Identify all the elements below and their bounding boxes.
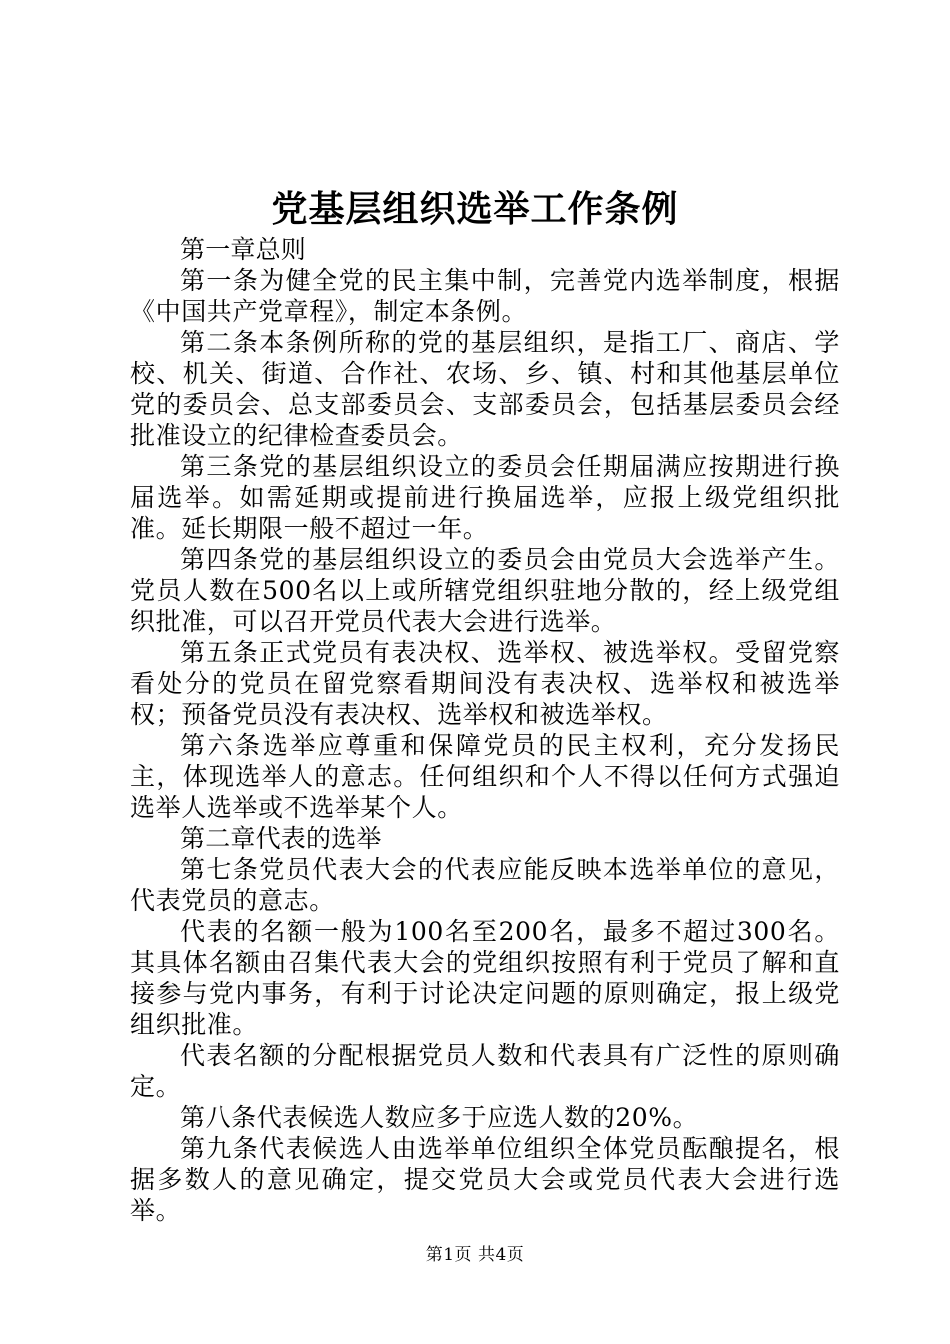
document-title: 党基层组织选举工作条例 bbox=[271, 188, 679, 230]
article-paragraph: 代表名额的分配根据党员人数和代表具有广泛性的原则确定。 bbox=[130, 1041, 840, 1101]
page-footer: 第1页 共4页 bbox=[425, 1245, 525, 1265]
article-paragraph: 第二条本条例所称的党的基层组织，是指工厂、商店、学校、机关、街道、合作社、农场、乡、镇、村和其他基层单位党的委员会、总支部委员会、支部委员会，包括基层委员会经批准设立的纪律检查委员会。 bbox=[130, 328, 840, 450]
chapter-heading: 第一章总则 bbox=[180, 235, 307, 264]
article-paragraph: 第四条党的基层组织设立的委员会由党员大会选举产生。党员人数在500名以上或所辖党组织驻地分散的，经上级党组织批准，可以召开党员代表大会进行选举。 bbox=[130, 545, 840, 636]
article-paragraph: 第七条党员代表大会的代表应能反映本选举单位的意见，代表党员的意志。 bbox=[130, 855, 840, 915]
article-paragraph: 第三条党的基层组织设立的委员会任期届满应按期进行换届选举。如需延期或提前进行换届选举，应报上级党组织批准。延长期限一般不超过一年。 bbox=[130, 452, 840, 543]
article-paragraph: 第一条为健全党的民主集中制，完善党内选举制度，根据《中国共产党章程》，制定本条例。 bbox=[130, 266, 840, 326]
article-paragraph: 第八条代表候选人数应多于应选人数的20%。 bbox=[180, 1103, 699, 1132]
chapter-heading: 第二章代表的选举 bbox=[180, 824, 382, 853]
article-paragraph: 第六条选举应尊重和保障党员的民主权利，充分发扬民主，体现选举人的意志。任何组织和个人不得以任何方式强迫选举人选举或不选举某个人。 bbox=[130, 731, 840, 822]
article-paragraph: 第五条正式党员有表决权、选举权、被选举权。受留党察看处分的党员在留党察看期间没有表决权、选举权和被选举权；预备党员没有表决权、选举权和被选举权。 bbox=[130, 638, 840, 729]
article-paragraph: 代表的名额一般为100名至200名，最多不超过300名。其具体名额由召集代表大会的党组织按照有利于党员了解和直接参与党内事务，有利于讨论决定问题的原则确定，报上级党组织批准。 bbox=[130, 917, 840, 1039]
article-paragraph: 第九条代表候选人由选举单位组织全体党员酝酿提名，根据多数人的意见确定，提交党员大会或党员代表大会进行选举。 bbox=[130, 1134, 840, 1225]
document-body bbox=[130, 234, 840, 1226]
